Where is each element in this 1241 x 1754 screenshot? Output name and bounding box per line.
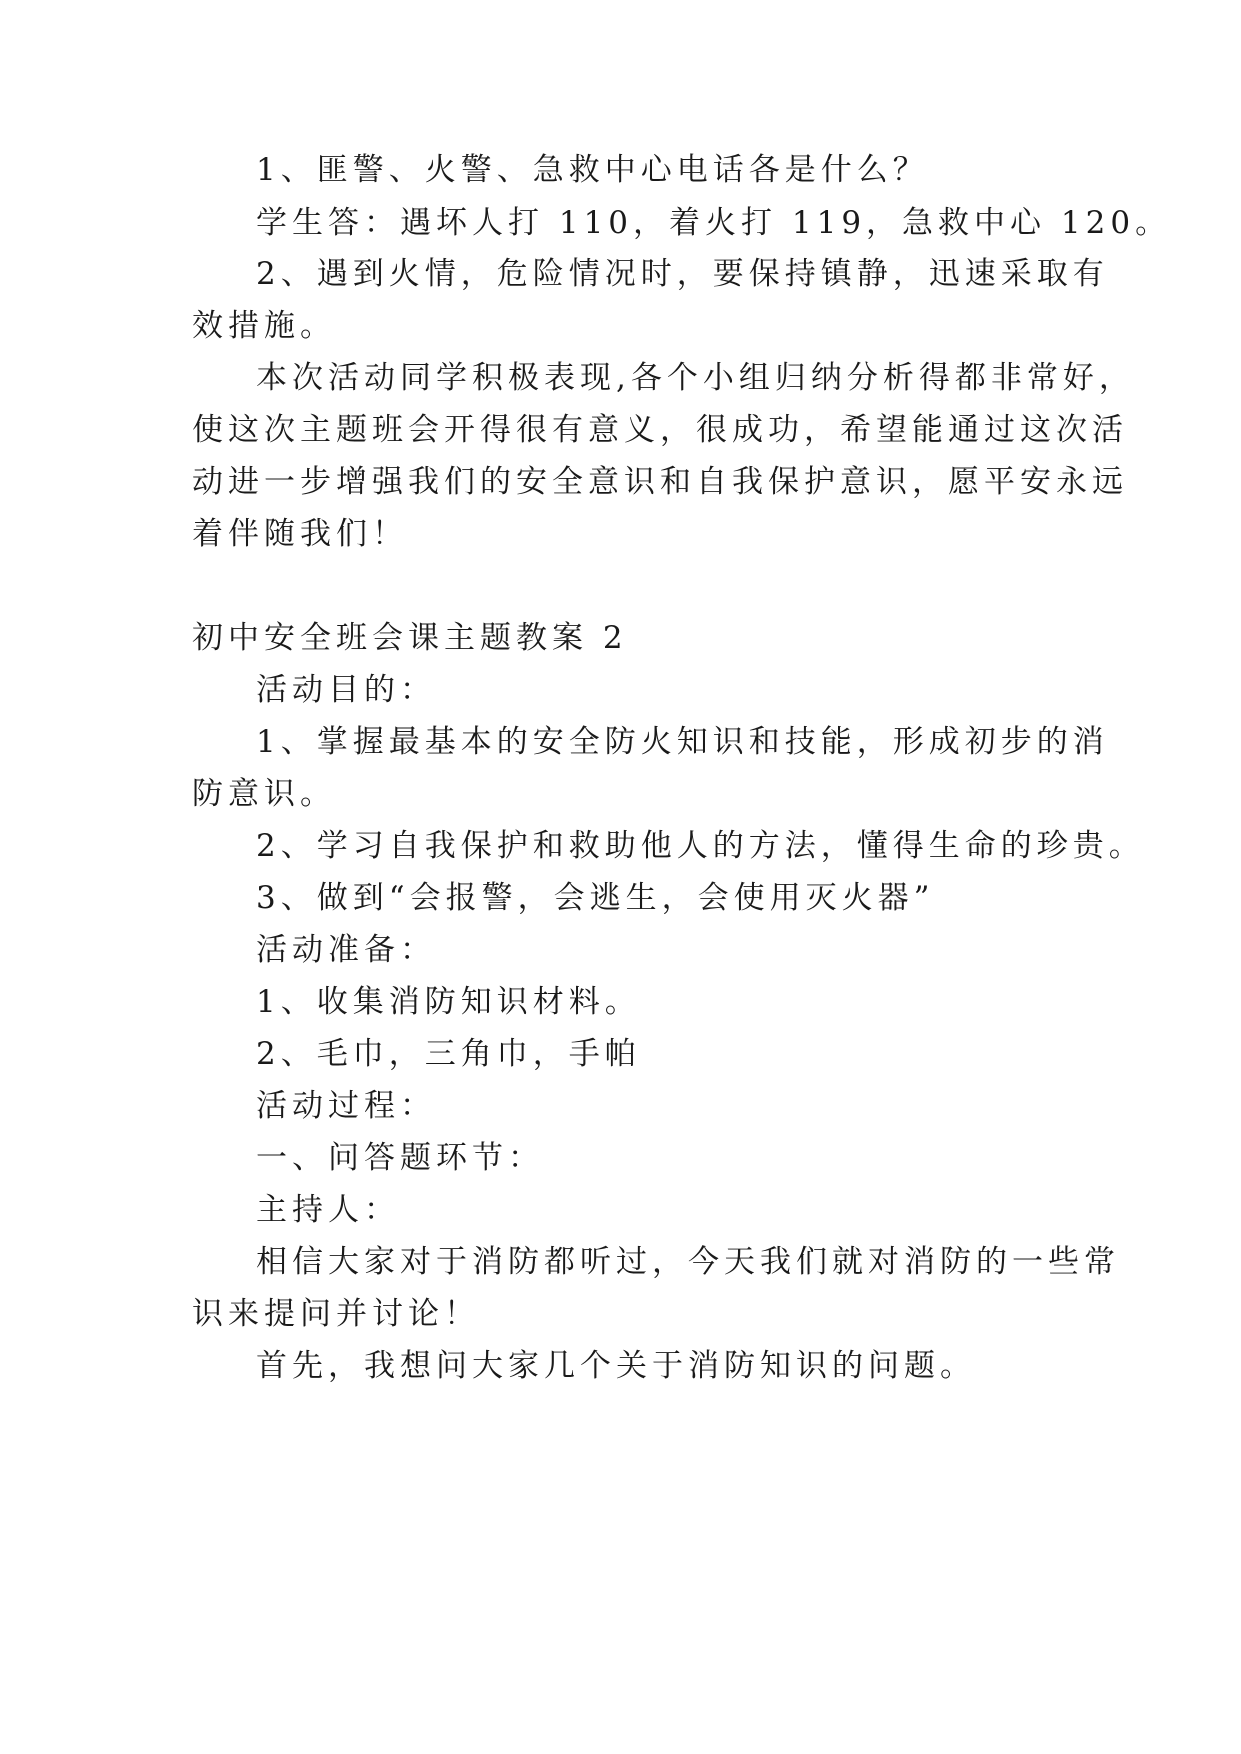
host-line-2: 识来提问并讨论！ — [192, 1296, 480, 1332]
prep-item-2: 2、毛巾，三角巾，手帕 — [256, 1036, 641, 1072]
summary-line-2: 使这次主题班会开得很有意义，很成功，希望能通过这次活 — [192, 412, 1128, 448]
summary-line-3: 动进一步增强我们的安全意识和自我保护意识，愿平安永远 — [192, 464, 1128, 500]
summary-line-4: 着伴随我们！ — [192, 516, 408, 552]
goal-1-line-2: 防意识。 — [192, 776, 336, 812]
summary-line-1: 本次活动同学积极表现,各个小组归纳分析得都非常好， — [256, 360, 1135, 396]
goal-1-line-1: 1、掌握最基本的安全防火知识和技能，形成初步的消 — [256, 724, 1109, 760]
question-2-line-2: 效措施。 — [192, 308, 336, 344]
question-1: 1、匪警、火警、急救中心电话各是什么？ — [256, 152, 929, 188]
prep-heading: 活动准备： — [256, 932, 436, 968]
prep-item-1: 1、收集消防知识材料。 — [256, 984, 641, 1020]
part-1-heading: 一、问答题环节： — [256, 1140, 544, 1176]
student-answer: 学生答：遇坏人打 110，着火打 119，急救中心 120。 — [256, 205, 1172, 241]
section-title: 初中安全班会课主题教案 2 — [192, 620, 628, 656]
host-line-3: 首先，我想问大家几个关于消防知识的问题。 — [256, 1348, 976, 1384]
process-heading: 活动过程： — [256, 1088, 436, 1124]
goal-heading: 活动目的： — [256, 672, 436, 708]
host-line-1: 相信大家对于消防都听过，今天我们就对消防的一些常 — [256, 1244, 1120, 1280]
goal-3: 3、做到“会报警，会逃生，会使用灭火器” — [256, 880, 935, 916]
question-2-line-1: 2、遇到火情，危险情况时，要保持镇静，迅速采取有 — [256, 256, 1109, 292]
host-label: 主持人： — [256, 1192, 400, 1228]
goal-2: 2、学习自我保护和救助他人的方法，懂得生命的珍贵。 — [256, 828, 1145, 864]
